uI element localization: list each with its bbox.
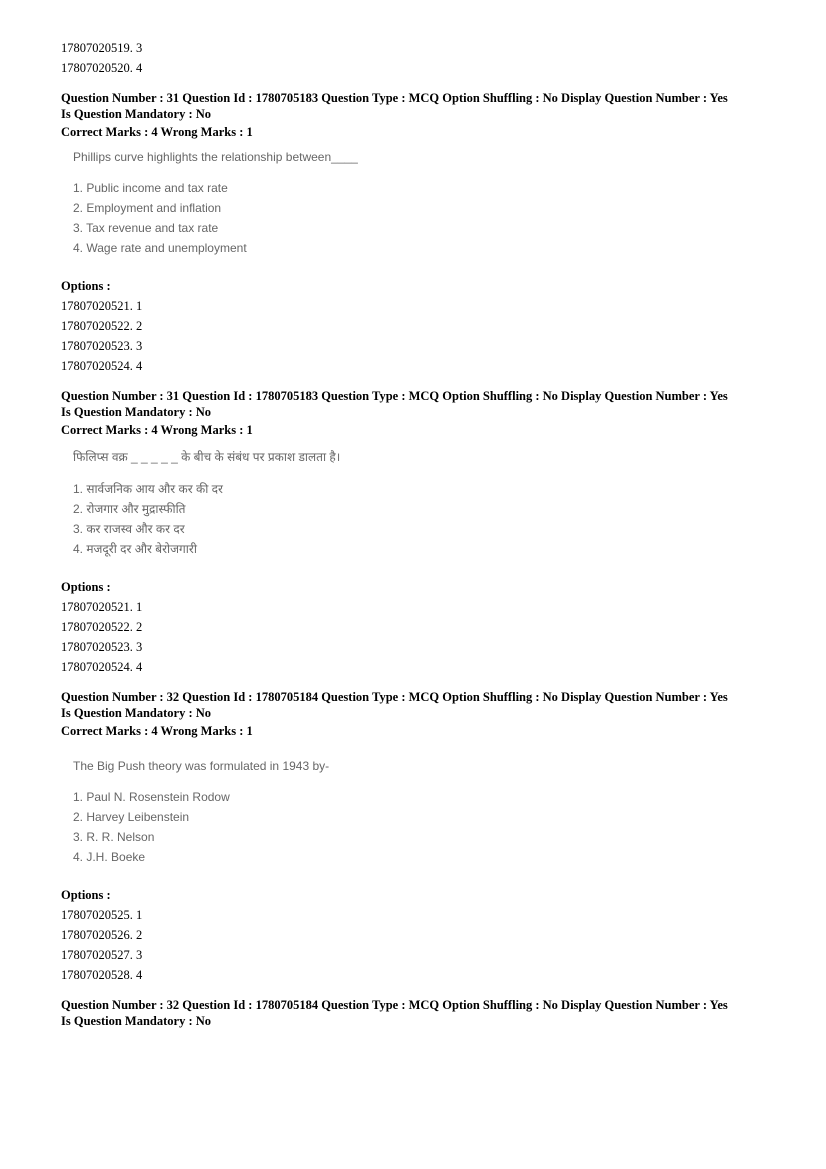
question-block-31-en	[61, 90, 781, 376]
option-id: 17807020523. 3	[61, 339, 143, 353]
question-mandatory: Is Question Mandatory : No	[61, 405, 212, 419]
question-stem: Phillips curve highlights the relationship between____	[73, 150, 358, 164]
option-id: 17807020522. 2	[61, 319, 143, 333]
question-block-32-en	[61, 689, 781, 985]
question-mandatory: Is Question Mandatory : No	[61, 1014, 212, 1028]
options-label: Options :	[61, 279, 111, 293]
question-marks: Correct Marks : 4 Wrong Marks : 1	[61, 724, 253, 738]
choice: 1. Public income and tax rate	[73, 181, 228, 195]
document-page	[61, 38, 781, 1029]
choice: 2. रोजगार और मुद्रास्फीति	[73, 502, 186, 516]
option-id: 17807020527. 3	[61, 948, 143, 962]
choice: 3. R. R. Nelson	[73, 830, 155, 844]
option-id: 17807020522. 2	[61, 620, 143, 634]
choice: 1. सार्वजनिक आय और कर की दर	[73, 482, 223, 496]
question-header: Question Number : 31 Question Id : 1780705183 Question Type : MCQ Option Shuffling : No Display Question Number : Yes	[61, 389, 728, 403]
question-image	[73, 150, 781, 258]
option-id: 17807020519. 3	[61, 41, 143, 55]
choice: 1. Paul N. Rosenstein Rodow	[73, 790, 230, 804]
choice: 2. Employment and inflation	[73, 201, 222, 215]
question-block-31-hi	[61, 388, 781, 677]
choice: 4. मजदूरी दर और बेरोजगारी	[73, 542, 197, 556]
question-marks: Correct Marks : 4 Wrong Marks : 1	[61, 423, 253, 437]
question-image	[73, 759, 781, 867]
question-mandatory: Is Question Mandatory : No	[61, 706, 212, 720]
question-header: Question Number : 32 Question Id : 1780705184 Question Type : MCQ Option Shuffling : No Display Question Number : Yes	[61, 998, 728, 1012]
option-id: 17807020521. 1	[61, 600, 143, 614]
question-mandatory: Is Question Mandatory : No	[61, 107, 212, 121]
option-id: 17807020521. 1	[61, 299, 143, 313]
options-label: Options :	[61, 888, 111, 902]
option-id: 17807020524. 4	[61, 660, 143, 674]
option-id: 17807020524. 4	[61, 359, 143, 373]
previous-options	[61, 38, 781, 78]
choice: 3. कर राजस्व और कर दर	[73, 522, 185, 536]
question-block-32-hi	[61, 997, 781, 1029]
question-stem: The Big Push theory was formulated in 1943 by-	[73, 759, 330, 773]
question-header: Question Number : 32 Question Id : 1780705184 Question Type : MCQ Option Shuffling : No Display Question Number : Yes	[61, 690, 728, 704]
choice: 4. J.H. Boeke	[73, 850, 146, 864]
choice: 3. Tax revenue and tax rate	[73, 221, 219, 235]
option-id: 17807020520. 4	[61, 61, 143, 75]
choice: 4. Wage rate and unemployment	[73, 241, 247, 255]
option-id: 17807020526. 2	[61, 928, 143, 942]
question-header: Question Number : 31 Question Id : 1780705183 Question Type : MCQ Option Shuffling : No Display Question Number : Yes	[61, 91, 728, 105]
options-label: Options :	[61, 580, 111, 594]
option-id: 17807020525. 1	[61, 908, 143, 922]
question-marks: Correct Marks : 4 Wrong Marks : 1	[61, 125, 253, 139]
choice: 2. Harvey Leibenstein	[73, 810, 190, 824]
question-image	[73, 448, 781, 559]
option-id: 17807020528. 4	[61, 968, 143, 982]
option-id: 17807020523. 3	[61, 640, 143, 654]
question-stem: फिलिप्स वक्र _ _ _ _ _ के बीच के संबंध पर प्रकाश डालता है।	[73, 450, 341, 464]
